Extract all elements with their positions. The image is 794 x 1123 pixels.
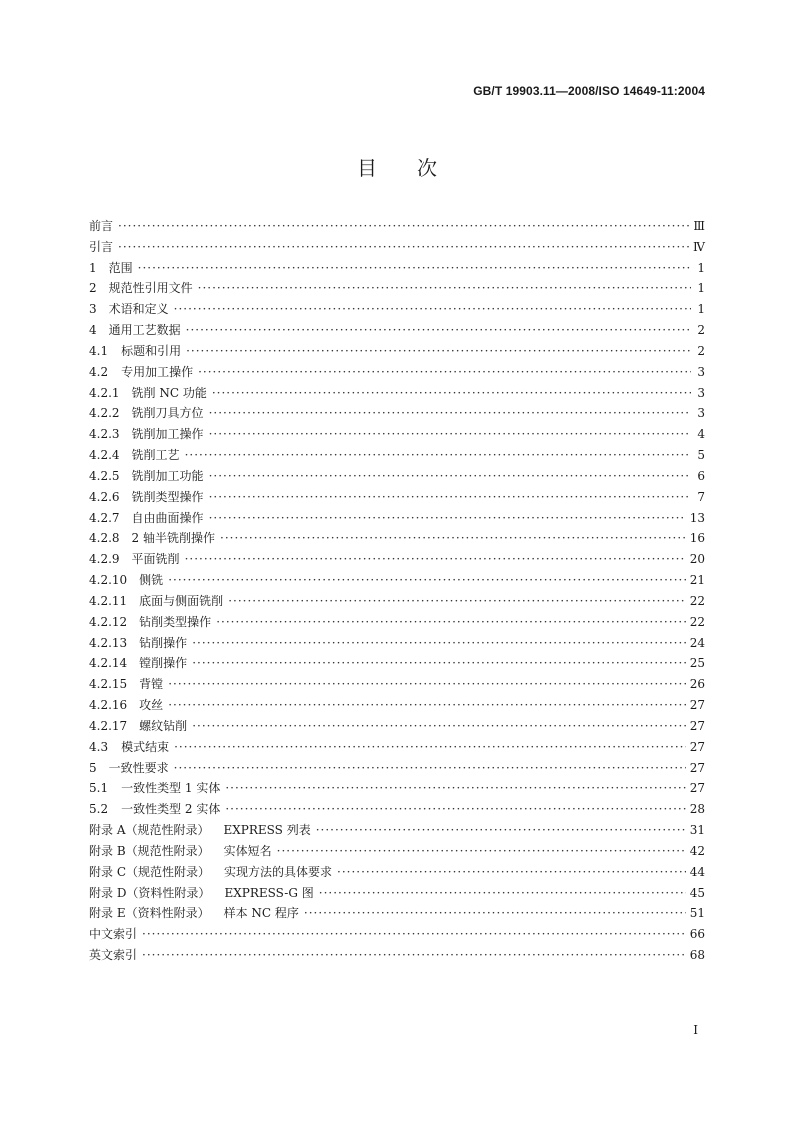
toc-entry-title: 样本 NC 程序 (223, 906, 299, 921)
toc-leader-dots (174, 302, 691, 316)
toc-leader-dots (198, 281, 691, 295)
toc-leader-dots (209, 469, 691, 483)
toc-entry-page: 1 (697, 302, 705, 317)
toc-entry-page: 27 (689, 718, 705, 733)
toc-entry[interactable] (89, 321, 705, 342)
page-title: 目次 (357, 156, 477, 180)
toc-entry[interactable] (89, 738, 705, 759)
toc-leader-dots (186, 323, 691, 337)
toc-entry[interactable] (89, 675, 705, 696)
toc-entry[interactable] (89, 884, 705, 905)
toc-entry-title: 钻削操作 (139, 635, 188, 650)
toc-entry-page: 27 (689, 760, 705, 775)
toc-entry-page: 22 (689, 614, 705, 629)
toc-entry-page: 42 (689, 843, 705, 858)
toc-entry-title: 一致性要求 (108, 760, 169, 775)
toc-entry-page: 5 (697, 448, 705, 463)
toc-entry-title: 铣削 NC 功能 (131, 385, 207, 400)
toc-entry-title: 标题和引用 (121, 343, 182, 358)
toc-entry[interactable] (89, 384, 705, 405)
toc-entry[interactable] (89, 592, 705, 613)
standard-number-header: GB/T 19903.11—2008/ISO 14649-11:2004 (473, 84, 705, 98)
toc-entry-title: 专用加工操作 (121, 364, 194, 379)
toc-leader-dots (192, 656, 686, 670)
toc-entry[interactable] (89, 654, 705, 675)
toc-leader-dots (192, 719, 686, 733)
toc-entry-title: 钻削类型操作 (139, 614, 212, 629)
toc-entry-number: 4.2.16 (89, 698, 128, 713)
toc-entry-page: 16 (689, 531, 705, 546)
toc-entry-page: 68 (689, 947, 705, 962)
toc-entry[interactable] (89, 925, 705, 946)
toc-entry[interactable] (89, 342, 705, 363)
toc-entry-title: 实体短名 (223, 843, 272, 858)
toc-entry-title: 攻丝 (139, 698, 164, 713)
toc-entry-page: 45 (689, 885, 705, 900)
toc-leader-dots (209, 406, 691, 420)
toc-entry[interactable] (89, 488, 705, 509)
toc-entry-page: 3 (697, 406, 705, 421)
toc-entry-number: 4.2.6 (89, 489, 120, 504)
toc-entry-page: 21 (689, 573, 705, 588)
toc-entry-number: 5.2 (89, 802, 109, 817)
toc-leader-dots (228, 594, 686, 608)
toc-entry-title: 螺纹钻削 (139, 718, 188, 733)
toc-entry-page: 27 (689, 781, 705, 796)
toc-entry-title: 侧铣 (139, 573, 164, 588)
toc-entry[interactable] (89, 259, 705, 280)
toc-entry[interactable] (89, 300, 705, 321)
toc-entry-page: 1 (697, 260, 705, 275)
toc-leader-dots (174, 740, 686, 754)
toc-entry[interactable] (89, 509, 705, 530)
toc-entry[interactable] (89, 363, 705, 384)
toc-entry[interactable] (89, 238, 705, 259)
toc-leader-dots (142, 927, 686, 941)
toc-entry-number: 5.1 (89, 781, 109, 796)
toc-entry[interactable] (89, 717, 705, 738)
toc-entry[interactable] (89, 759, 705, 780)
toc-entry-title: EXPRESS-G 图 (224, 885, 314, 900)
toc-entry-title: EXPRESS 列表 (223, 823, 311, 838)
toc-leader-dots (225, 802, 685, 816)
toc-entry-number: 4.2.1 (89, 385, 120, 400)
toc-entry-page: 26 (689, 677, 705, 692)
toc-entry-number: 附录 E（资料性附录） (89, 906, 210, 921)
toc-leader-dots (185, 552, 686, 566)
toc-entry-page: 2 (697, 343, 705, 358)
toc-entry-page: 51 (689, 906, 705, 921)
toc-entry-title: 铣削类型操作 (131, 489, 204, 504)
toc-entry-title: 规范性引用文件 (108, 281, 193, 296)
toc-leader-dots (168, 573, 686, 587)
toc-entry-number: 4 (89, 323, 97, 338)
toc-entry-number: 2 (89, 281, 97, 296)
toc-leader-dots (277, 844, 686, 858)
toc-entry-number: 4.2.11 (89, 593, 128, 608)
toc-entry-number: 4.2.5 (89, 468, 120, 483)
toc-entry-title: 铣削刀具方位 (131, 406, 204, 421)
toc-entry-page: 6 (697, 468, 705, 483)
page-number-footer: Ⅰ (693, 1023, 698, 1037)
toc-entry-page: 20 (689, 552, 705, 567)
toc-entry-title: 范围 (108, 260, 133, 275)
toc-entry-number: 4.2.2 (89, 406, 120, 421)
toc-entry[interactable] (89, 217, 705, 238)
toc-entry[interactable] (89, 425, 705, 446)
toc-entry[interactable] (89, 800, 705, 821)
toc-entry-page: 24 (689, 635, 705, 650)
toc-entry[interactable] (89, 904, 705, 925)
toc-entry[interactable] (89, 946, 705, 967)
toc-entry-title: 铣削工艺 (131, 448, 180, 463)
toc-entry[interactable] (89, 779, 705, 800)
toc-leader-dots (225, 781, 685, 795)
toc-entry-title: 通用工艺数据 (108, 323, 181, 338)
toc-entry[interactable] (89, 571, 705, 592)
toc-entry[interactable] (89, 863, 705, 884)
toc-entry-number: 5 (89, 760, 97, 775)
toc-leader-dots (168, 698, 686, 712)
toc-entry[interactable] (89, 696, 705, 717)
toc-entry[interactable] (89, 279, 705, 300)
toc-entry-title: 铣削加工功能 (131, 468, 204, 483)
toc-entry-number: 4.2.4 (89, 448, 120, 463)
toc-entry[interactable] (89, 404, 705, 425)
toc-entry-title: 自由曲面操作 (131, 510, 204, 525)
toc-leader-dots (142, 948, 686, 962)
toc-entry-number: 4.2.14 (89, 656, 128, 671)
toc-entry-page: 22 (689, 593, 705, 608)
toc-leader-dots (319, 886, 686, 900)
toc-entry-number: 4.2.17 (89, 718, 128, 733)
toc-leader-dots (209, 427, 691, 441)
toc-entry-number: 3 (89, 302, 97, 317)
toc-entry-title: 英文索引 (89, 947, 138, 962)
toc-entry-page: 2 (697, 323, 705, 338)
toc-entry[interactable] (89, 821, 705, 842)
toc-entry[interactable] (89, 467, 705, 488)
toc-leader-dots (118, 240, 689, 254)
toc-entry-number: 附录 A（规范性附录） (89, 823, 210, 838)
toc-entry-page: 31 (689, 823, 705, 838)
toc-leader-dots (118, 219, 689, 233)
toc-leader-dots (304, 906, 686, 920)
toc-entry-page: 3 (697, 385, 705, 400)
toc-entry-number: 4.2.15 (89, 677, 128, 692)
toc-leader-dots (337, 865, 686, 879)
toc-entry[interactable] (89, 613, 705, 634)
toc-entry-title: 中文索引 (89, 927, 138, 942)
toc-leader-dots (138, 261, 691, 275)
toc-entry-number: 4.2.13 (89, 635, 128, 650)
toc-entry-number: 1 (89, 260, 97, 275)
toc-entry-page: 1 (697, 281, 705, 296)
toc-entry-number: 4.1 (89, 343, 109, 358)
toc-entry-title: 一致性类型 2 实体 (121, 802, 221, 817)
table-of-contents (89, 217, 705, 967)
toc-entry[interactable] (89, 550, 705, 571)
toc-entry-page: 4 (697, 427, 705, 442)
toc-leader-dots (216, 615, 686, 629)
toc-entry-number: 4.2.9 (89, 552, 120, 567)
toc-entry[interactable] (89, 634, 705, 655)
toc-entry-number: 4.3 (89, 739, 109, 754)
toc-entry-title: 模式结束 (121, 739, 170, 754)
toc-entry-title: 实现方法的具体要求 (224, 864, 333, 879)
toc-entry-page: Ⅲ (693, 219, 705, 233)
toc-leader-dots (212, 386, 691, 400)
toc-leader-dots (198, 365, 691, 379)
toc-entry-page: 25 (689, 656, 705, 671)
toc-entry-title: 铣削加工操作 (131, 427, 204, 442)
toc-leader-dots (316, 823, 686, 837)
toc-entry-title: 术语和定义 (108, 302, 169, 317)
toc-entry-number: 4.2.3 (89, 427, 120, 442)
toc-entry-page: 66 (689, 927, 705, 942)
toc-entry-page: 3 (697, 364, 705, 379)
toc-entry-number: 4.2.8 (89, 531, 120, 546)
toc-entry-title: 前言 (89, 219, 114, 233)
toc-entry-title: 底面与侧面铣削 (139, 593, 224, 608)
toc-entry-number: 4.2.10 (89, 573, 128, 588)
toc-entry-page: 13 (689, 510, 705, 525)
toc-leader-dots (220, 531, 686, 545)
toc-entry-title: 平面铣削 (131, 552, 180, 567)
toc-entry[interactable] (89, 842, 705, 863)
toc-entry-page: 28 (689, 802, 705, 817)
toc-entry-number: 附录 C（规范性附录） (89, 864, 210, 879)
toc-leader-dots (185, 448, 691, 462)
toc-entry-page: Ⅳ (693, 239, 705, 254)
toc-leader-dots (168, 677, 686, 691)
toc-leader-dots (209, 511, 686, 525)
toc-leader-dots (174, 761, 686, 775)
toc-leader-dots (186, 344, 691, 358)
toc-entry-page: 7 (697, 489, 705, 504)
toc-leader-dots (192, 636, 686, 650)
toc-entry-page: 27 (689, 739, 705, 754)
toc-entry[interactable] (89, 446, 705, 467)
toc-entry-number: 附录 B（规范性附录） (89, 843, 210, 858)
toc-entry-title: 2 轴半铣削操作 (131, 531, 215, 546)
toc-entry-title: 镗削操作 (139, 656, 188, 671)
toc-entry-page: 44 (689, 864, 705, 879)
toc-entry-number: 附录 D（资料性附录） (89, 885, 211, 900)
toc-entry-title: 引言 (89, 239, 114, 254)
toc-entry-title: 背镗 (139, 677, 164, 692)
toc-entry-number: 4.2 (89, 364, 109, 379)
toc-entry-number: 4.2.12 (89, 614, 128, 629)
toc-entry-title: 一致性类型 1 实体 (121, 781, 221, 796)
toc-leader-dots (209, 490, 691, 504)
toc-entry-number: 4.2.7 (89, 510, 120, 525)
toc-entry[interactable] (89, 529, 705, 550)
toc-entry-page: 27 (689, 698, 705, 713)
